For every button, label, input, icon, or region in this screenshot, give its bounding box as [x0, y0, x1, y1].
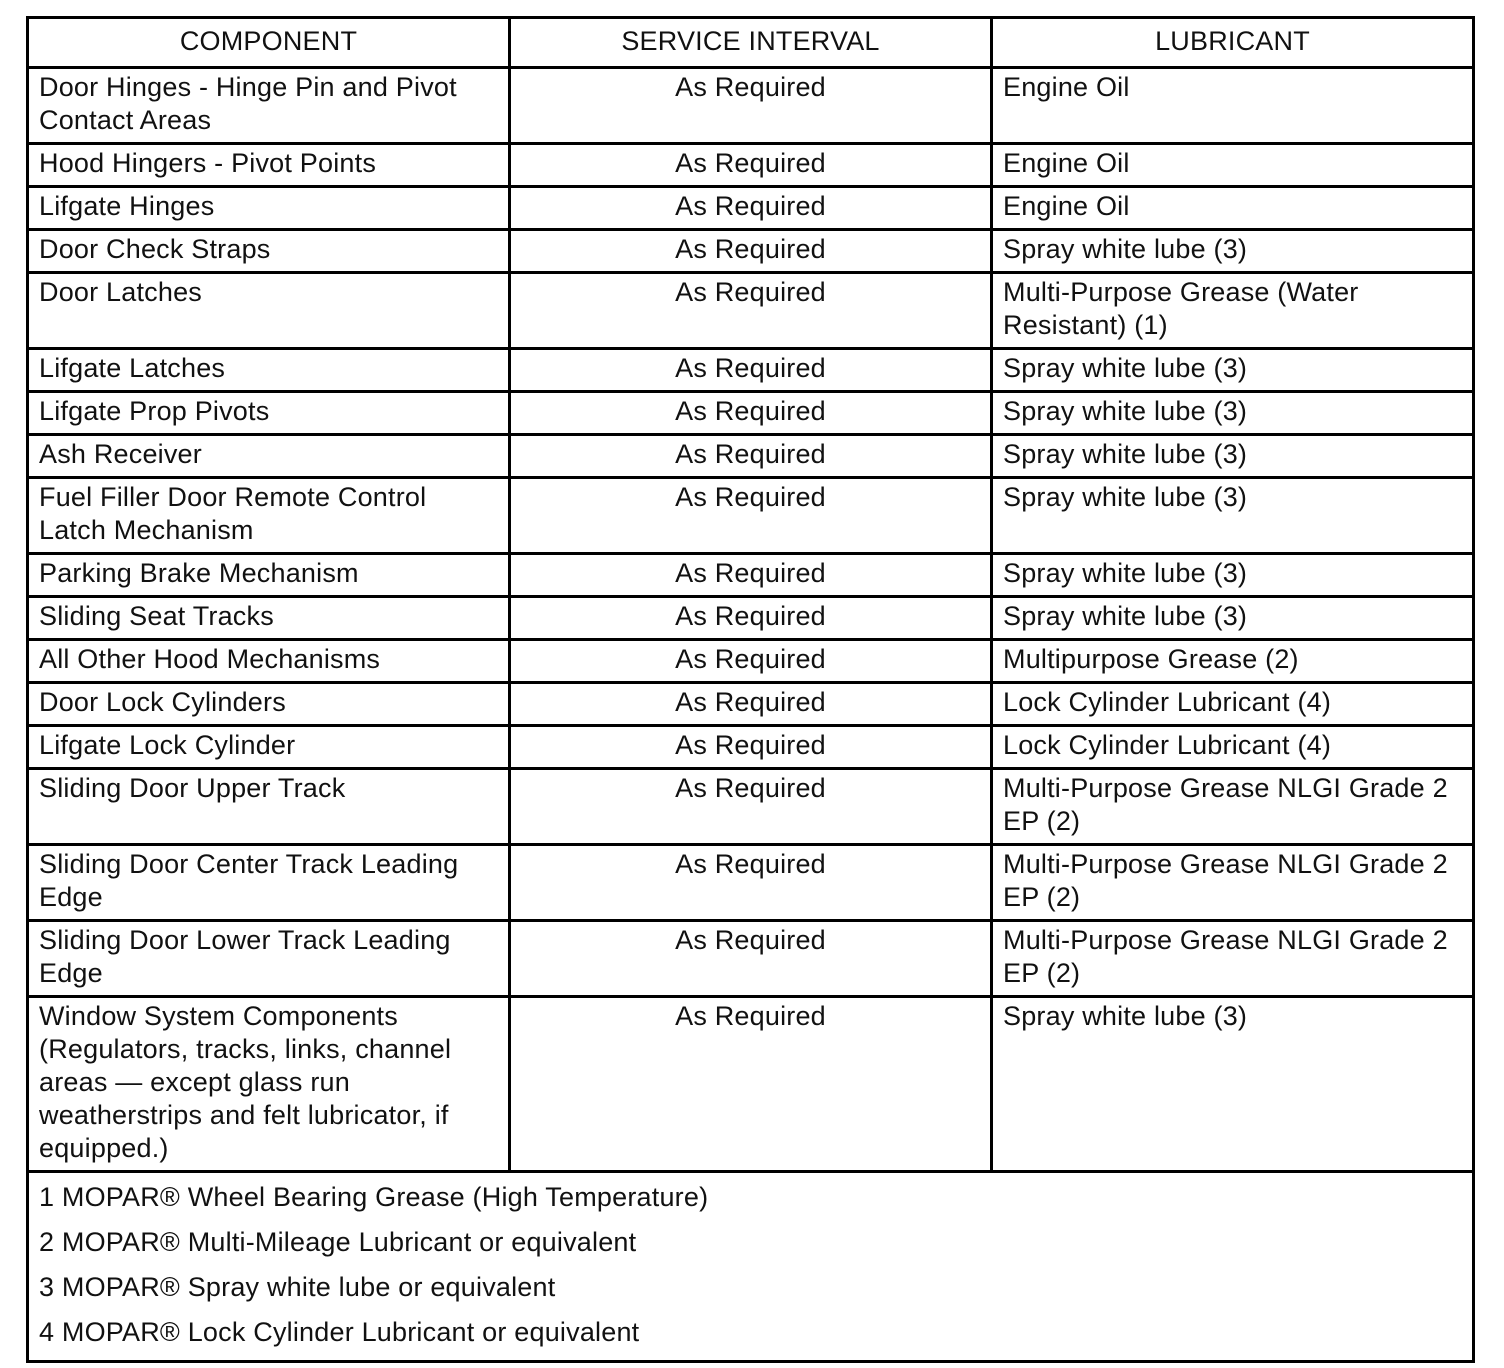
table-row [28, 273, 1474, 349]
service-interval-cell: As Required [510, 997, 992, 1172]
service-interval-cell: As Required [510, 640, 992, 683]
lubricant-cell: Multi-Purpose Grease NLGI Grade 2 EP (2) [992, 845, 1474, 921]
table-row [28, 769, 1474, 845]
table-row [28, 921, 1474, 997]
service-interval-cell: As Required [510, 435, 992, 478]
component-cell: Parking Brake Mechanism [28, 554, 510, 597]
service-interval-cell: As Required [510, 392, 992, 435]
table-row [28, 640, 1474, 683]
component-cell: Ash Receiver [28, 435, 510, 478]
header-service-interval: SERVICE INTERVAL [510, 18, 992, 68]
component-cell: Door Latches [28, 273, 510, 349]
table-row [28, 845, 1474, 921]
lubricant-cell: Spray white lube (3) [992, 392, 1474, 435]
lubricant-cell: Spray white lube (3) [992, 435, 1474, 478]
table-row [28, 683, 1474, 726]
header-lubricant: LUBRICANT [992, 18, 1474, 68]
table-row [28, 554, 1474, 597]
service-interval-cell: As Required [510, 683, 992, 726]
component-cell: Sliding Seat Tracks [28, 597, 510, 640]
table-row [28, 435, 1474, 478]
footnotes-row [28, 1172, 1474, 1362]
lubricant-cell: Engine Oil [992, 68, 1474, 144]
footnote-4: 4 MOPAR® Lock Cylinder Lubricant or equivalent [39, 1317, 640, 1347]
service-interval-cell: As Required [510, 597, 992, 640]
component-cell: Lifgate Latches [28, 349, 510, 392]
footnote-2: 2 MOPAR® Multi-Mileage Lubricant or equivalent [39, 1227, 637, 1257]
lubricant-cell: Engine Oil [992, 144, 1474, 187]
service-interval-cell: As Required [510, 349, 992, 392]
lubricant-cell: Lock Cylinder Lubricant (4) [992, 726, 1474, 769]
component-cell: Sliding Door Center Track Leading Edge [28, 845, 510, 921]
footnote-3: 3 MOPAR® Spray white lube or equivalent [39, 1272, 556, 1302]
table-row [28, 997, 1474, 1172]
service-interval-cell: As Required [510, 769, 992, 845]
lubricant-cell: Multipurpose Grease (2) [992, 640, 1474, 683]
header-row [28, 18, 1474, 68]
table-row [28, 392, 1474, 435]
service-interval-cell: As Required [510, 273, 992, 349]
service-interval-cell: As Required [510, 478, 992, 554]
component-cell: Lifgate Hinges [28, 187, 510, 230]
table-footer [28, 1172, 1474, 1362]
table-body [28, 68, 1474, 1172]
table-header [28, 18, 1474, 68]
service-interval-cell: As Required [510, 554, 992, 597]
service-interval-cell: As Required [510, 187, 992, 230]
component-cell: Door Check Straps [28, 230, 510, 273]
table-row [28, 478, 1474, 554]
table-row [28, 230, 1474, 273]
component-cell: Lifgate Lock Cylinder [28, 726, 510, 769]
component-cell: Door Lock Cylinders [28, 683, 510, 726]
component-cell: All Other Hood Mechanisms [28, 640, 510, 683]
table-row [28, 68, 1474, 144]
lubricant-cell: Multi-Purpose Grease NLGI Grade 2 EP (2) [992, 921, 1474, 997]
service-interval-cell: As Required [510, 845, 992, 921]
service-interval-cell: As Required [510, 230, 992, 273]
lubricant-cell: Spray white lube (3) [992, 597, 1474, 640]
component-cell: Lifgate Prop Pivots [28, 392, 510, 435]
service-interval-cell: As Required [510, 144, 992, 187]
lubricant-cell: Spray white lube (3) [992, 230, 1474, 273]
component-cell: Hood Hingers - Pivot Points [28, 144, 510, 187]
table-row [28, 597, 1474, 640]
table-row [28, 144, 1474, 187]
lubrication-table [26, 16, 1475, 1363]
service-interval-cell: As Required [510, 726, 992, 769]
service-interval-cell: As Required [510, 68, 992, 144]
lubrication-document [26, 16, 1472, 1363]
lubricant-cell: Multi-Purpose Grease (Water Resistant) (1) [992, 273, 1474, 349]
lubricant-cell: Spray white lube (3) [992, 478, 1474, 554]
table-row [28, 726, 1474, 769]
table-row [28, 349, 1474, 392]
component-cell: Fuel Filler Door Remote Control Latch Mechanism [28, 478, 510, 554]
lubricant-cell: Spray white lube (3) [992, 554, 1474, 597]
component-cell: Door Hinges - Hinge Pin and Pivot Contact Areas [28, 68, 510, 144]
component-cell: Sliding Door Upper Track [28, 769, 510, 845]
lubricant-cell: Multi-Purpose Grease NLGI Grade 2 EP (2) [992, 769, 1474, 845]
footnote-1: 1 MOPAR® Wheel Bearing Grease (High Temperature) [39, 1182, 709, 1212]
lubricant-cell: Engine Oil [992, 187, 1474, 230]
component-cell: Sliding Door Lower Track Leading Edge [28, 921, 510, 997]
table-row [28, 187, 1474, 230]
lubricant-cell: Spray white lube (3) [992, 349, 1474, 392]
lubricant-cell: Spray white lube (3) [992, 997, 1474, 1172]
component-cell: Window System Components (Regulators, tracks, links, channel areas — except glass run weatherstrips and felt lubricator, if equipped.) [28, 997, 510, 1172]
lubricant-cell: Lock Cylinder Lubricant (4) [992, 683, 1474, 726]
header-component: COMPONENT [28, 18, 510, 68]
service-interval-cell: As Required [510, 921, 992, 997]
footnotes-cell [28, 1172, 1474, 1362]
